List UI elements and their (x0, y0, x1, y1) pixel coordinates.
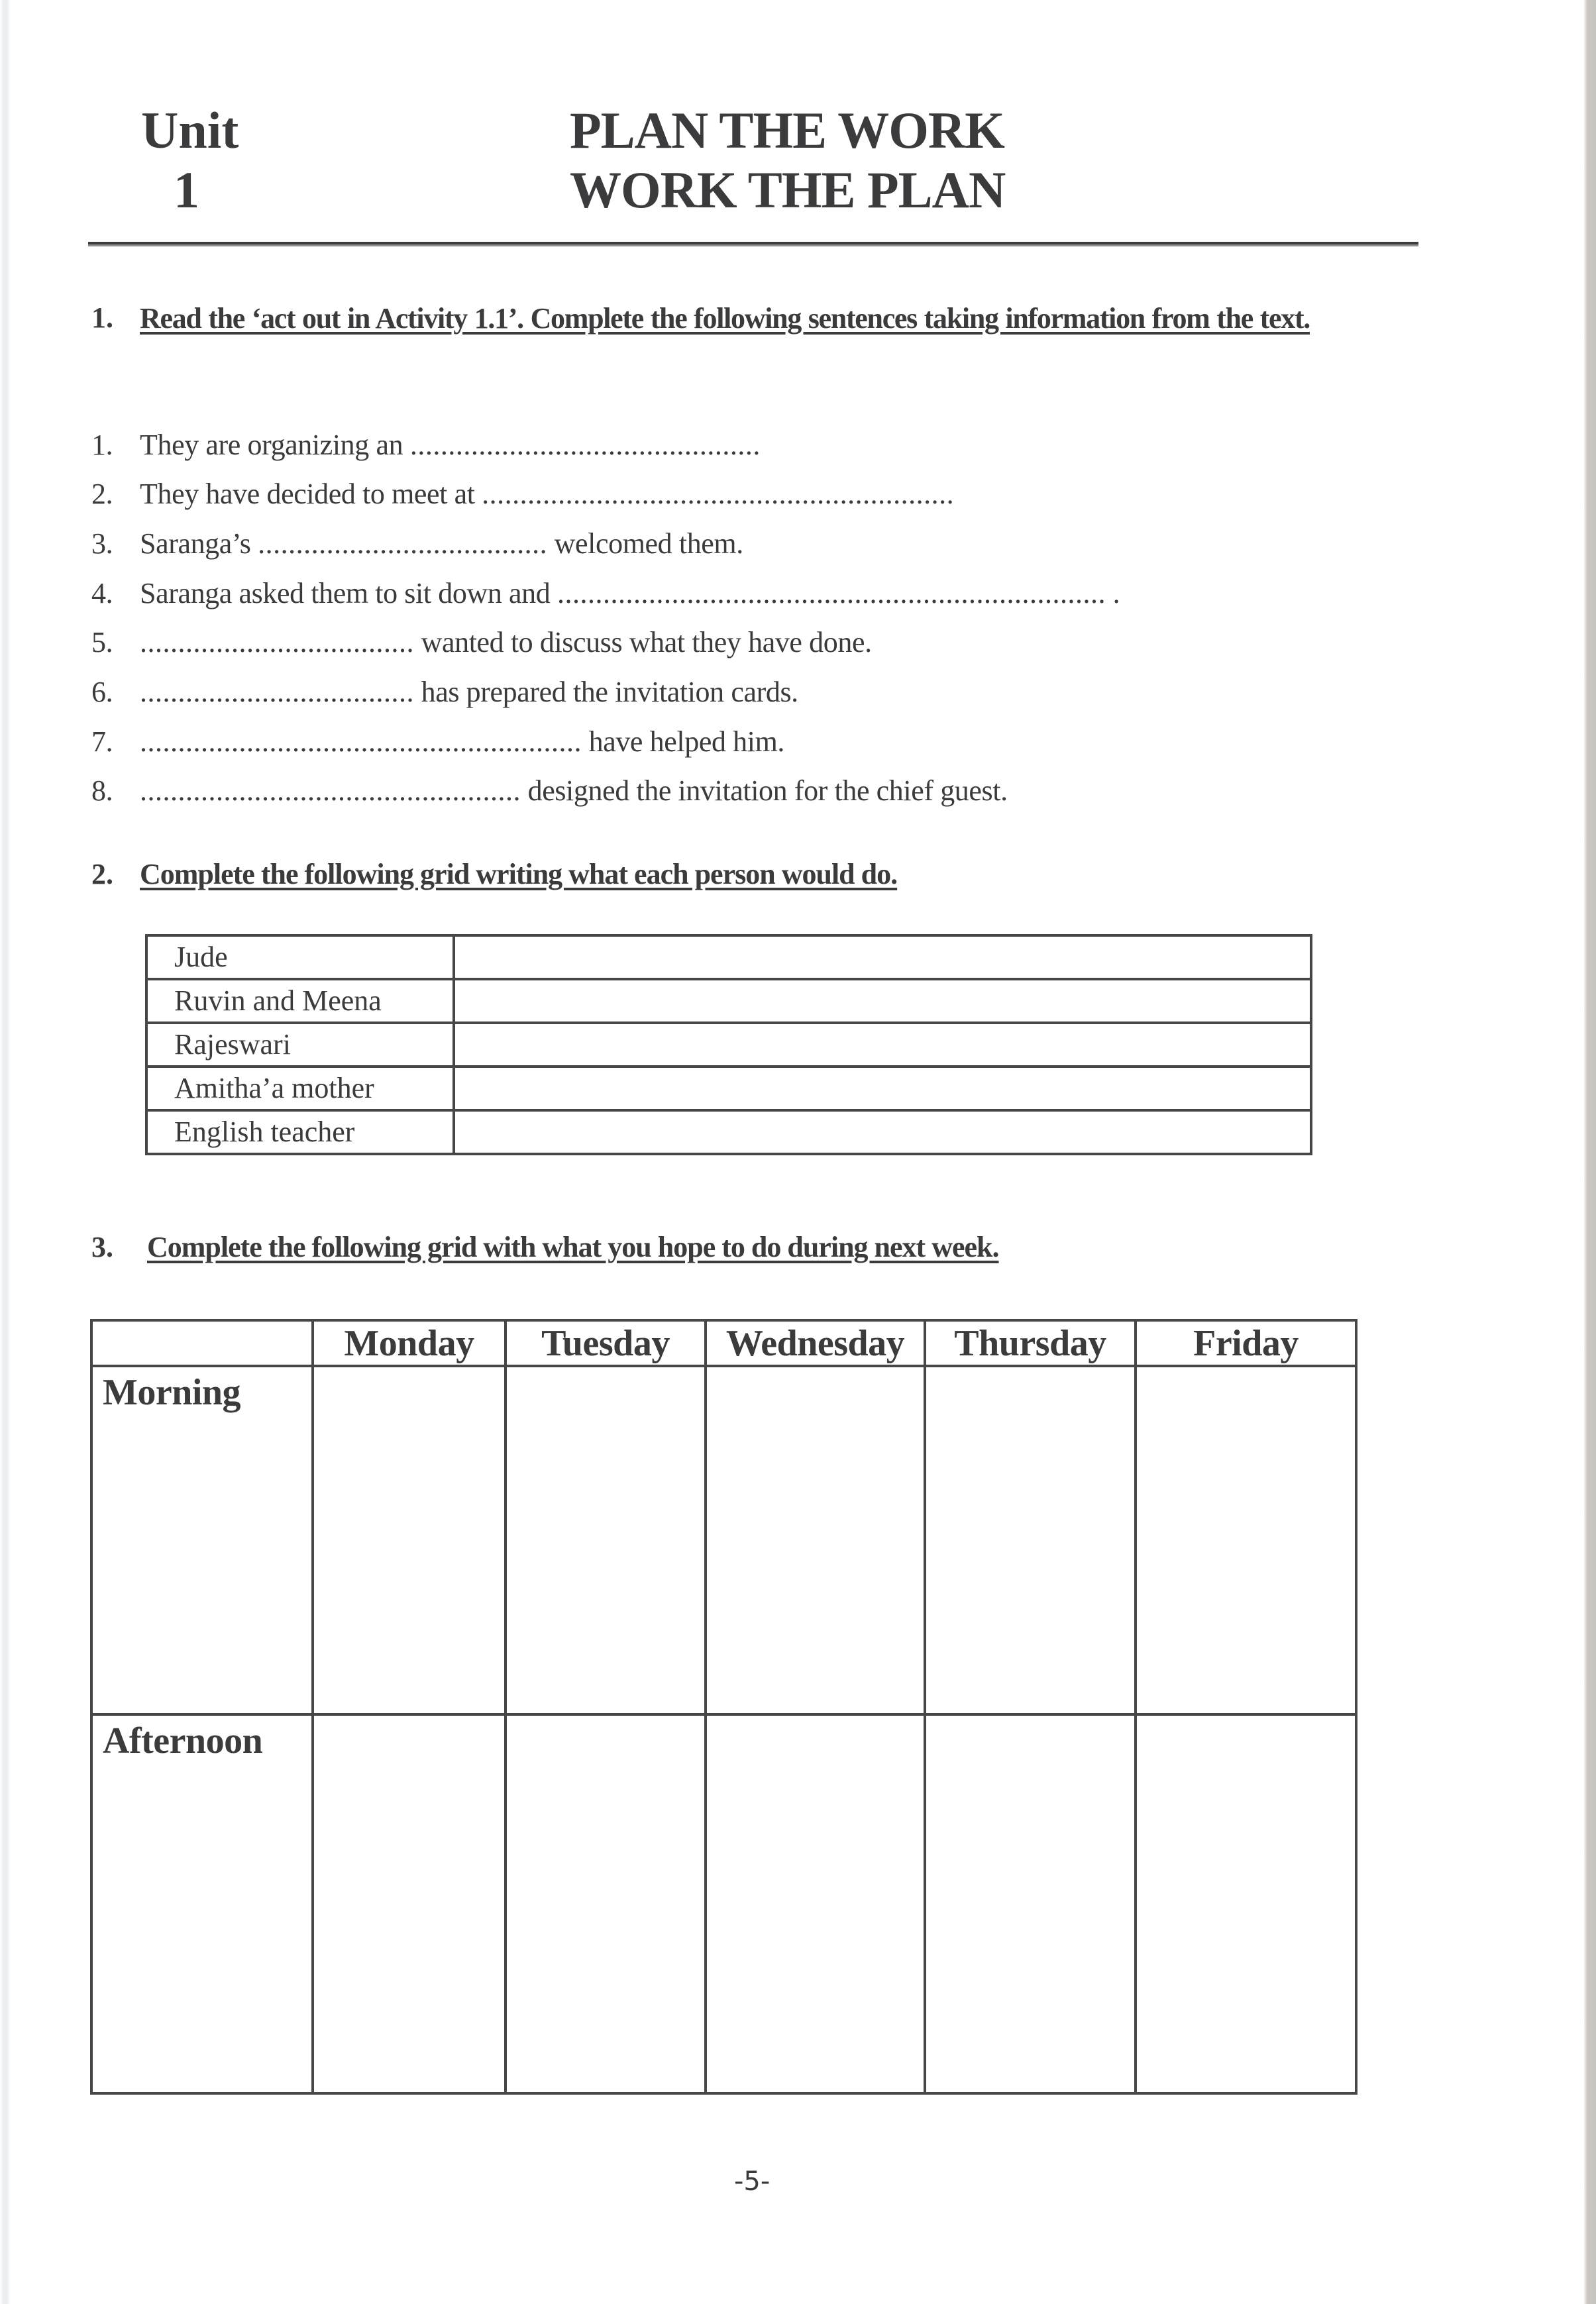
sentence-blank[interactable]: ...................................... (258, 527, 548, 560)
plan-cell[interactable] (1136, 1714, 1356, 2093)
exercise-2-number: 2. (91, 858, 113, 890)
sentence-after: have helped him. (582, 725, 784, 758)
sentence-number: 2. (91, 478, 113, 510)
plan-cell[interactable] (313, 1366, 505, 1714)
sentence-after: designed the invitation for the chief guest. (521, 774, 1008, 807)
sentence-blank[interactable]: .............................................. (409, 429, 761, 461)
plan-cell[interactable] (706, 1366, 925, 1714)
page-left-edge (0, 0, 11, 2304)
sentence-number: 1. (91, 429, 113, 461)
person-task-cell[interactable] (454, 979, 1311, 1023)
sentence-before: They are organizing an (140, 429, 410, 461)
sentence-before: Saranga’s (140, 527, 258, 560)
person-name: English teacher (146, 1110, 454, 1154)
exercise-2-instruction: Complete the following grid writing what each person would do. (140, 858, 898, 890)
sentence-number: 3. (91, 527, 113, 560)
grid-header-row (91, 1320, 1356, 1366)
day-header-tuesday: Tuesday (505, 1320, 706, 1366)
sentence-after: has prepared the invitation cards. (414, 676, 798, 708)
sentence-item (91, 723, 784, 760)
sentence-number: 6. (91, 676, 113, 708)
grid-row-afternoon (91, 1714, 1356, 2093)
sentence-item (91, 525, 743, 562)
plan-cell[interactable] (313, 1714, 505, 2093)
sentence-item (91, 674, 798, 711)
person-task-cell[interactable] (454, 1067, 1311, 1110)
day-header-friday: Friday (1136, 1320, 1356, 1366)
plan-cell[interactable] (706, 1714, 925, 2093)
person-name: Amitha’a mother (146, 1067, 454, 1110)
grid-row (146, 1023, 1311, 1067)
day-header-thursday: Thursday (925, 1320, 1136, 1366)
sentence-item (91, 624, 872, 661)
sentence-item (91, 476, 954, 513)
person-name: Ruvin and Meena (146, 979, 454, 1023)
exercise-1-instruction: Read the ‘act out in Activity 1.1’. Complete the following sentences taking information from the text. (140, 302, 1310, 335)
header-divider (88, 242, 1418, 246)
sentence-blank[interactable]: .................................... (140, 676, 414, 708)
grid-row (146, 1110, 1311, 1154)
person-tasks-grid (145, 934, 1312, 1155)
grid-row (146, 1067, 1311, 1110)
sentence-after: wanted to discuss what they have done. (414, 626, 872, 658)
grid-row (146, 935, 1311, 979)
sentence-number: 5. (91, 626, 113, 658)
sentence-item (91, 575, 1120, 612)
sentence-number: 4. (91, 577, 113, 609)
unit-number: 1 (174, 161, 199, 219)
unit-title-line-2: WORK THE PLAN (570, 161, 1006, 219)
sentence-blank[interactable]: .................................... (140, 626, 414, 658)
sentence-number: 7. (91, 725, 113, 758)
unit-title-line-1: PLAN THE WORK (570, 101, 1004, 159)
day-header-monday: Monday (313, 1320, 505, 1366)
sentence-before: They have decided to meet at (140, 478, 482, 510)
grid-row (146, 979, 1311, 1023)
sentence-before: Saranga asked them to sit down and (140, 577, 557, 609)
plan-cell[interactable] (925, 1366, 1136, 1714)
person-task-cell[interactable] (454, 1110, 1311, 1154)
plan-cell[interactable] (505, 1366, 706, 1714)
sentence-blank[interactable]: ........................................................................ (557, 577, 1106, 609)
page-number: -5- (734, 2166, 771, 2197)
corner-cell (91, 1320, 313, 1366)
plan-cell[interactable] (1136, 1366, 1356, 1714)
day-header-wednesday: Wednesday (706, 1320, 925, 1366)
person-name: Rajeswari (146, 1023, 454, 1067)
page-right-edge (1584, 0, 1596, 2304)
sentence-blank[interactable]: .............................................................. (482, 478, 955, 510)
grid-row-morning (91, 1366, 1356, 1714)
sentence-after: welcomed them. (547, 527, 743, 560)
sentence-after: . (1105, 577, 1120, 609)
sentence-item (91, 772, 1008, 810)
person-task-cell[interactable] (454, 935, 1311, 979)
exercise-1-number: 1. (91, 301, 113, 334)
exercise-3-number: 3. (91, 1231, 113, 1263)
sentence-item (91, 427, 761, 464)
sentence-number: 8. (91, 774, 113, 807)
exercise-3-instruction: Complete the following grid with what you hope to do during next week. (147, 1231, 999, 1263)
weekly-plan-grid (90, 1319, 1357, 2095)
sentence-blank[interactable]: .................................................. (140, 774, 521, 807)
unit-label: Unit (141, 101, 239, 159)
plan-cell[interactable] (505, 1714, 706, 2093)
row-label-afternoon: Afternoon (91, 1714, 313, 2093)
plan-cell[interactable] (925, 1714, 1136, 2093)
row-label-morning: Morning (91, 1366, 313, 1714)
sentence-blank[interactable]: .......................................................... (140, 725, 582, 758)
person-task-cell[interactable] (454, 1023, 1311, 1067)
person-name: Jude (146, 935, 454, 979)
